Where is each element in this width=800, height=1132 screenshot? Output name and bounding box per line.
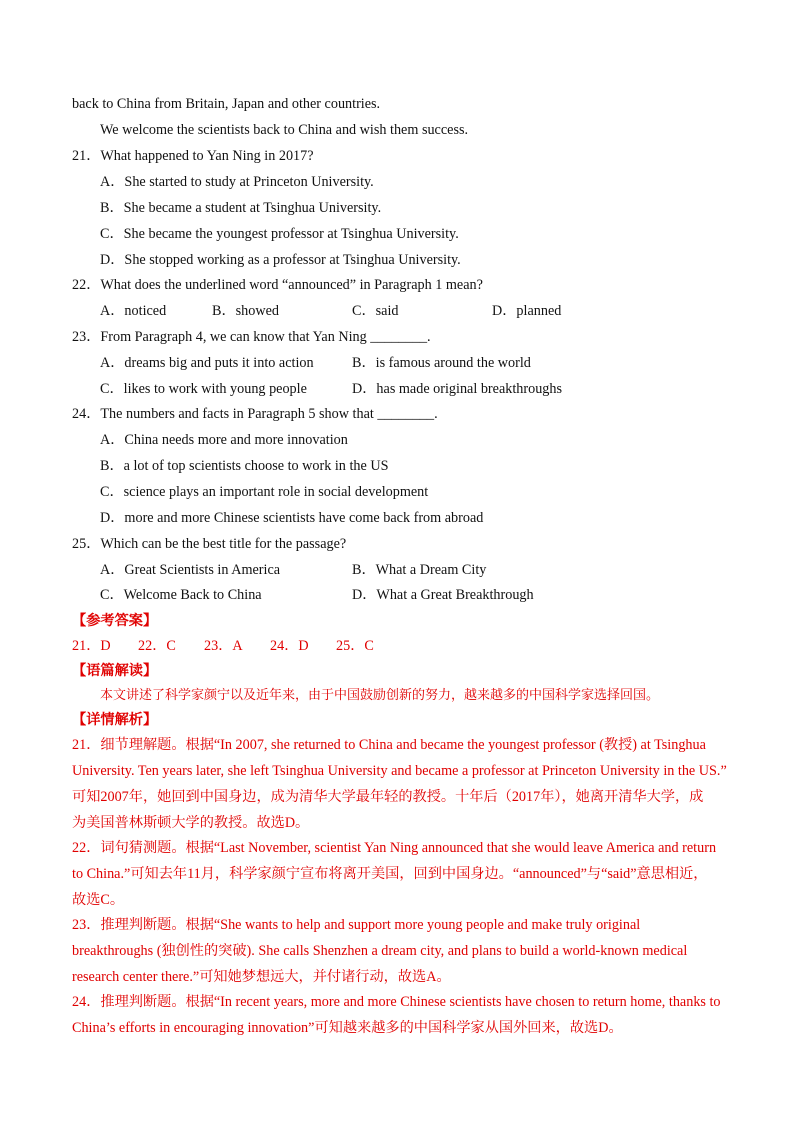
option: B．is famous around the world [352,355,531,371]
answer-item: 23．A [204,638,243,654]
analysis-line: University. Ten years later, she left Tsinghua University and became a professor at Princeton University in the US.” [72,763,727,779]
analysis-line: research center there.”可知她梦想远大，并付诸行动，故选A。 [72,969,451,985]
option: A．Great Scientists in America [100,562,281,578]
option: A．noticed [100,303,167,319]
option: C．science plays an important role in social development [100,484,429,500]
option: A．China needs more and more innovation [100,432,348,448]
option: D．more and more Chinese scientists have come back from abroad [100,510,484,526]
analysis-heading: 【详情解析】 [72,712,158,728]
answer-item: 24．D [270,638,309,654]
question-stem: 24．The numbers and facts in Paragraph 5 show that ________. [72,406,438,422]
analysis-line: to China.”可知去年11月，科学家颜宁宣布将离开美国，回到中国身边。“announced”与“said”意思相近， [72,866,708,882]
option: B．What a Dream City [352,562,487,578]
analysis-line: China’s efforts in encouraging innovation”可知越来越多的中国科学家从国外回来，故选D。 [72,1020,623,1036]
question-stem: 22．What does the underlined word “announced” in Paragraph 1 mean? [72,277,483,293]
analysis-line: breakthroughs (独创性的突破). She calls Shenzhen a dream city, and plans to build a world-known medical [72,943,688,959]
option: C．She became the youngest professor at Tsinghua University. [100,226,459,242]
answer-item: 25．C [336,638,374,654]
question-stem: 23．From Paragraph 4, we can know that Yan Ning ________. [72,329,431,345]
answer-item: 22．C [138,638,176,654]
analysis-line: 24．推理判断题。根据“In recent years, more and more Chinese scientists have chosen to return home, thanks to [72,994,721,1010]
option: A．She started to study at Princeton University. [100,174,374,190]
answer-heading: 【参考答案】 [72,613,158,629]
analysis-line: 为美国普林斯顿大学的教授。故选D。 [72,815,310,831]
option: C．said [352,303,399,319]
option: D．She stopped working as a professor at Tsinghua University. [100,252,461,268]
analysis-line: 23．推理判断题。根据“She wants to help and support more young people and make truly original [72,917,641,933]
interpretation-text: 本文讲述了科学家颜宁以及近年来，由于中国鼓励创新的努力，越来越多的中国科学家选择回国。 [100,688,660,703]
passage-line: back to China from Britain, Japan and other countries. [72,96,381,112]
option: D．What a Great Breakthrough [352,587,534,603]
option: C．likes to work with young people [100,381,307,397]
option: D．has made original breakthroughs [352,381,563,397]
option: B．She became a student at Tsinghua University. [100,200,382,216]
analysis-line: 故选C。 [72,892,125,908]
question-stem: 25．Which can be the best title for the passage? [72,536,347,552]
option: D．planned [492,303,562,319]
analysis-line: 21．细节理解题。根据“In 2007, she returned to China and became the youngest professor (教授) at Tsinghua [72,737,706,753]
analysis-line: 22．词句猜测题。根据“Last November, scientist Yan Ning announced that she would leave America and return [72,840,717,856]
option: A．dreams big and puts it into action [100,355,314,371]
option: B．a lot of top scientists choose to work in the US [100,458,389,474]
option: C．Welcome Back to China [100,587,262,603]
analysis-line: 可知2007年，她回到中国身边，成为清华大学最年轻的教授。十年后（2017年），她离开清华大学，成 [72,789,704,805]
interpretation-heading: 【语篇解读】 [72,663,158,679]
answer-item: 21．D [72,638,111,654]
question-stem: 21．What happened to Yan Ning in 2017? [72,148,314,164]
option: B．showed [212,303,279,319]
passage-line: We welcome the scientists back to China and wish them success. [100,122,469,138]
